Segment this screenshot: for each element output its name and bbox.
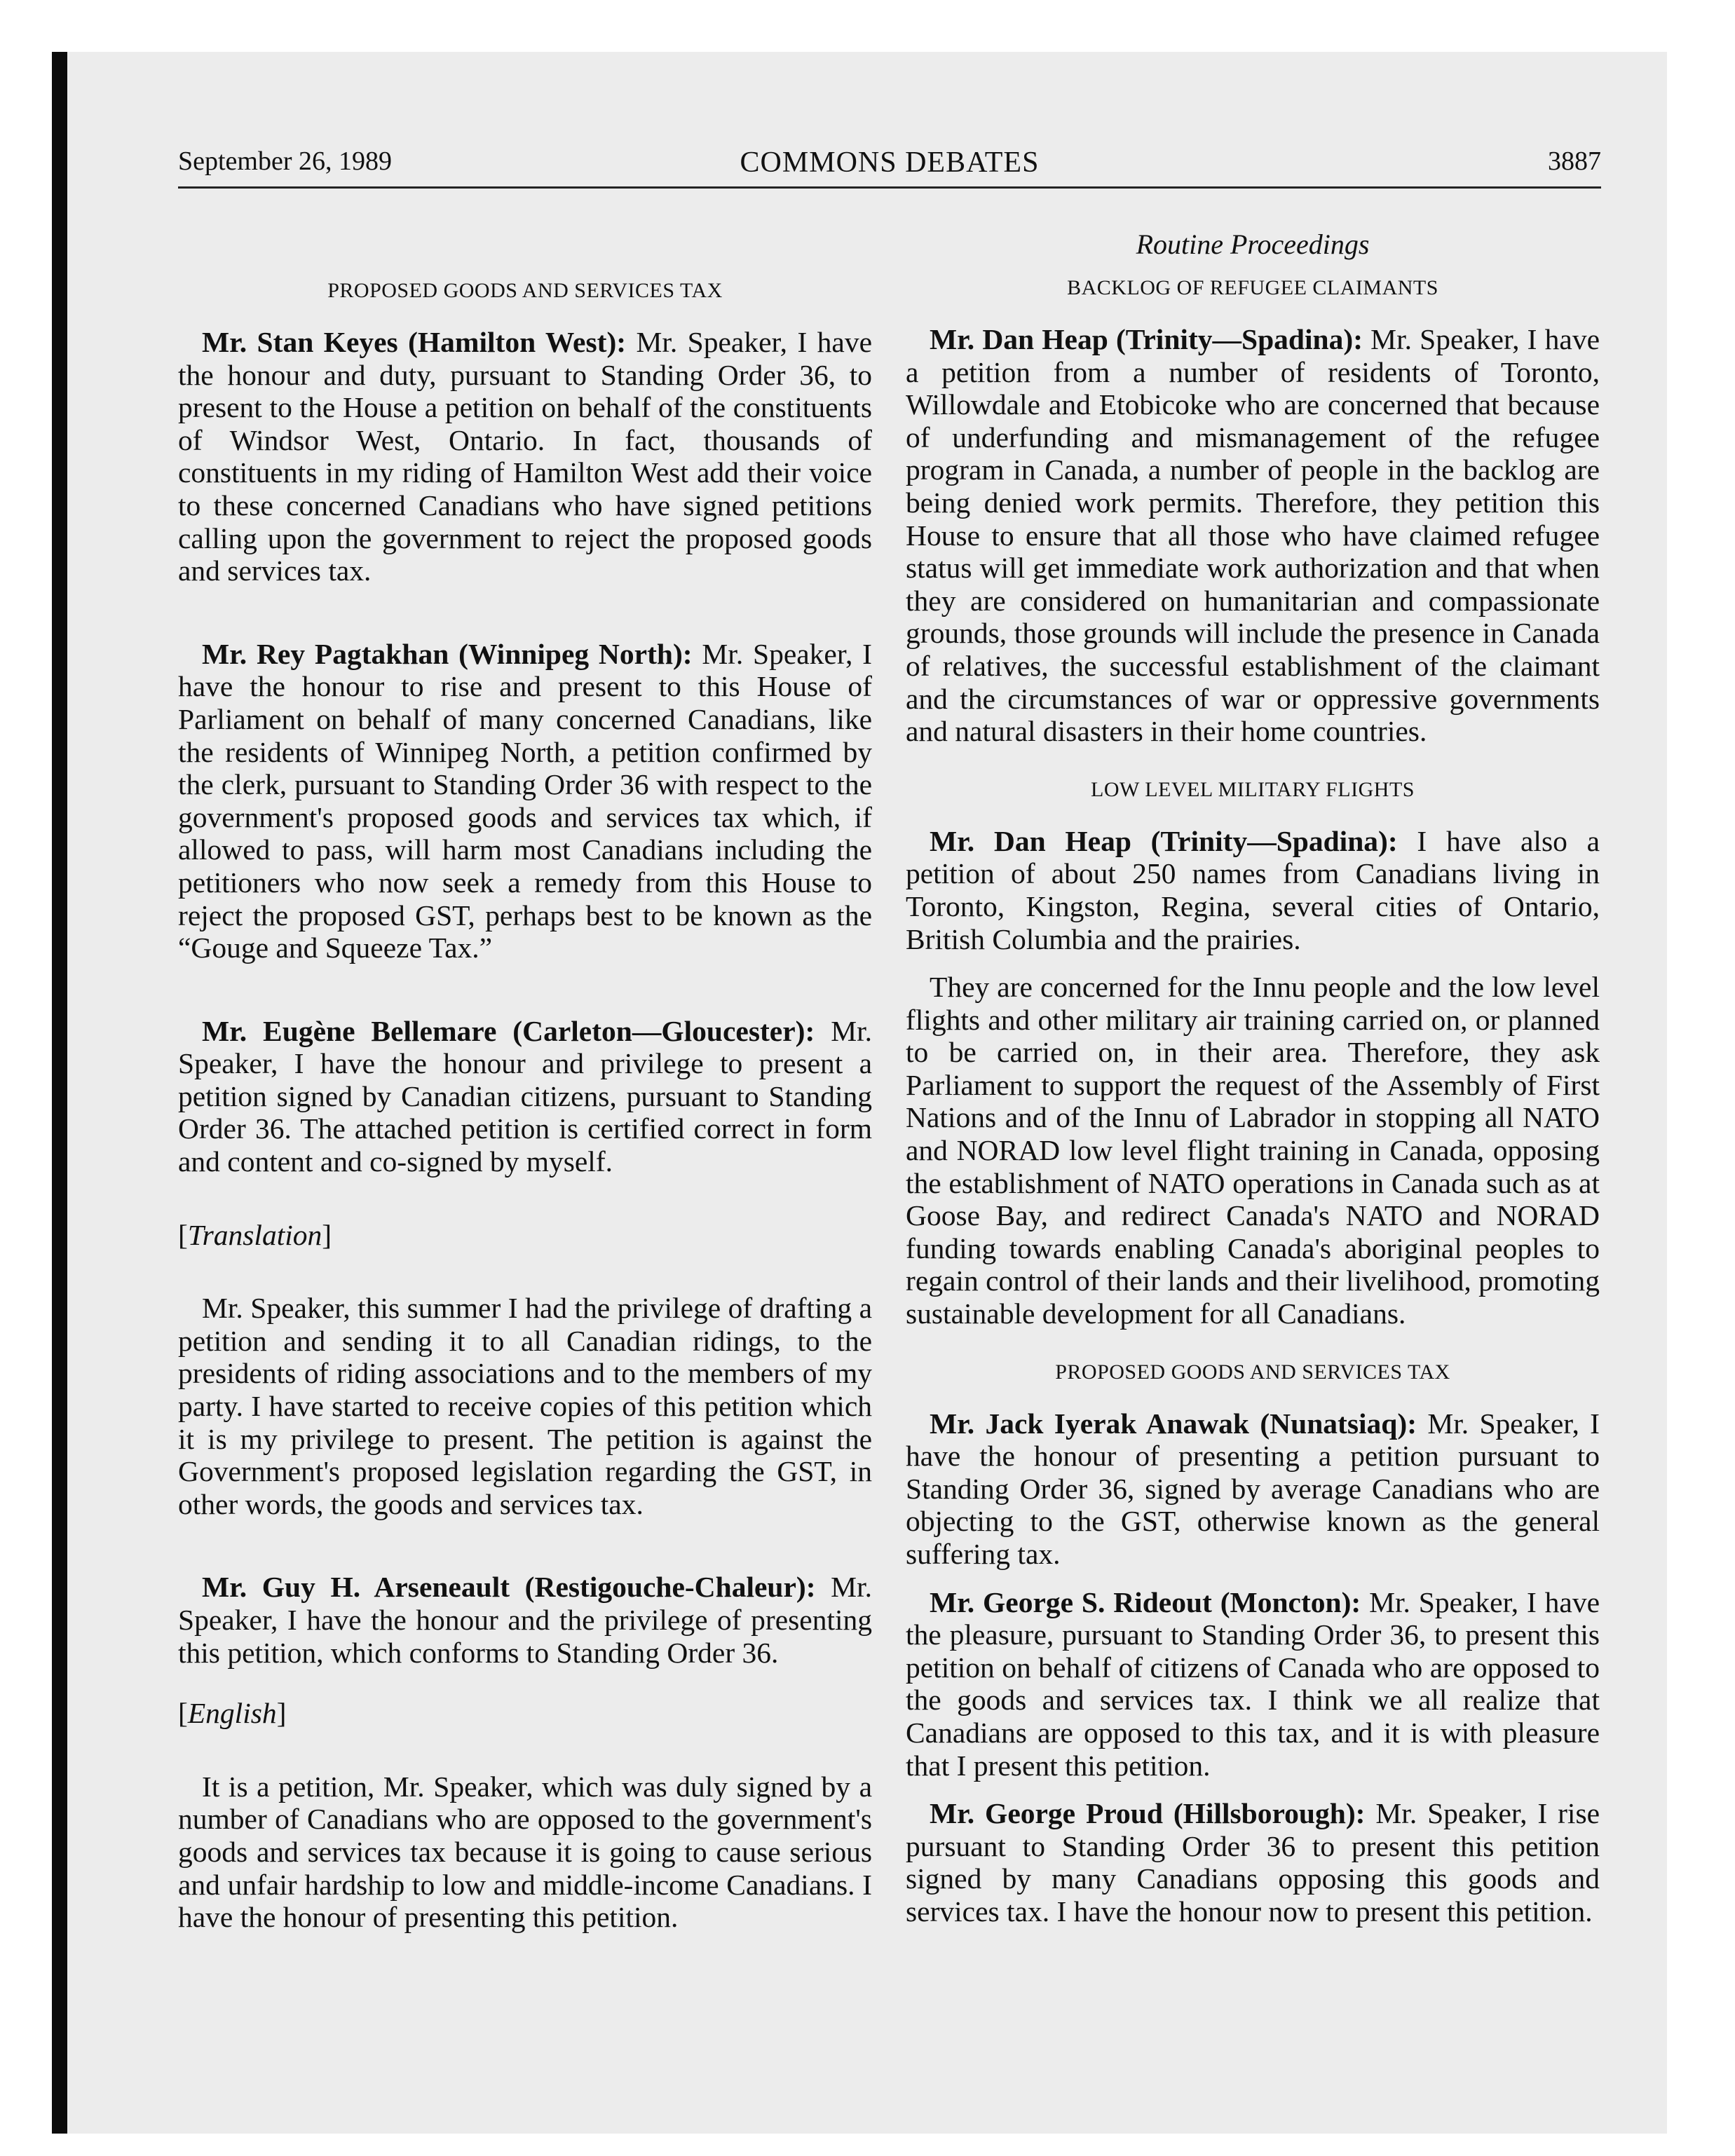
scan-left-border: [52, 52, 67, 2134]
speech-text: Mr. Speaker, I rise pursuant to Standing Order 36 to present this petition signed by many Canadians opposing this goods and services tax. I have the honour now to present this petition.: [906, 1797, 1600, 1928]
running-header: [178, 146, 1601, 188]
petition-keyes: [178, 326, 872, 587]
speech-text: Mr. Speaker, I have a petition from a number of residents of Toronto, Willowdale and Etobicoke who are concerned that because of underfunding and mismanagement of the refugee program in Canada, a number of people in the backlog are being denied work permits. Therefore, they petition this House to ensure that all those who have claimed refugee status will get immediate work authorization and that when they are considered on humanitarian and compassionate grounds, those grounds will include the presence in Canada of relatives, the successful establishment of the claimant and the circumstances of war or oppressive governments and natural disasters in their home countries.: [906, 323, 1600, 748]
routine-proceedings-label: Routine Proceedings: [1136, 228, 1370, 260]
speech-text: Mr. Speaker, I have the honour and the privilege of presenting this petition, which conforms to Standing Order 36.: [178, 1571, 872, 1669]
english-marker: [English]: [178, 1697, 287, 1730]
petition-bellemare-translated: [178, 1292, 872, 1520]
speech-text: I have also a petition of about 250 names from Canadians living in Toronto, Kingston, Regina, several cities of Ontario, British Columbia and the prairies.: [906, 824, 1600, 955]
speaker-name: Mr. Rey Pagtakhan (Winnipeg North):: [202, 637, 693, 670]
section-heading-refugee: BACKLOG OF REFUGEE CLAIMANTS: [1067, 276, 1438, 299]
petition-rideout: [906, 1586, 1600, 1782]
speaker-name: Mr. George S. Rideout (Moncton):: [930, 1585, 1361, 1618]
speech-text: It is a petition, Mr. Speaker, which was duly signed by a number of Canadians who are opposed to the government's goods and services tax because it is going to cause serious and unfair hardship to low and middle-income Canadians. I have the honour of presenting this petition.: [178, 1770, 872, 1934]
petition-proud: [906, 1797, 1600, 1928]
section-heading-gst: PROPOSED GOODS AND SERVICES TAX: [327, 279, 723, 302]
section-heading-gst-right: PROPOSED GOODS AND SERVICES TAX: [1055, 1360, 1450, 1384]
petition-bellemare: [178, 1015, 872, 1178]
english-label: English: [187, 1697, 277, 1730]
header-page-number: 3887: [1548, 146, 1601, 176]
petition-arseneault-english: [178, 1770, 872, 1934]
petition-arseneault: [178, 1571, 872, 1669]
section-heading-flights: LOW LEVEL MILITARY FLIGHTS: [1091, 777, 1415, 801]
speech-text: Mr. Speaker, I have the honour and privilege to present a petition signed by Canadian citizens, pursuant to Standing Order 36. The attached petition is certified correct in form and content and co-signed by myself.: [178, 1014, 872, 1178]
speech-text: Mr. Speaker, this summer I had the privilege of drafting a petition and sending it to all Canadian ridings, to the presidents of riding associations and to the members of my party. I have started to receive copies of this petition which it is my privilege to present. The petition is against the Government's proposed legislation regarding the GST, in other words, the goods and services tax.: [178, 1292, 872, 1520]
speech-text: Mr. Speaker, I have the honour of presenting a petition pursuant to Standing Order 36, signed by average Canadians who are objecting to the GST, otherwise known as the general suffering tax.: [906, 1407, 1600, 1570]
header-title: COMMONS DEBATES: [740, 146, 1040, 179]
petition-heap-flights-body: [906, 971, 1600, 1330]
speaker-name: Mr. Guy H. Arseneault (Restigouche-Chaleur):: [202, 1571, 816, 1604]
speaker-name: Mr. Stan Keyes (Hamilton West):: [202, 326, 627, 358]
speech-text: Mr. Speaker, I have the honour and duty, pursuant to Standing Order 36, to present to the House a petition on behalf of the constituents of Windsor West, Ontario. In fact, thousands of constituents in my riding of Hamilton West add their voice to these concerned Canadians who have signed petitions calling upon the government to reject the proposed goods and services tax.: [178, 326, 872, 587]
left-column: [178, 277, 872, 1934]
speech-text: Mr. Speaker, I have the pleasure, pursuant to Standing Order 36, to present this petition on behalf of citizens of Canada who are opposed to the goods and services tax. I think we all realize that Canadians are opposed to this tax, and it is with pleasure that I present this petition.: [906, 1585, 1600, 1782]
speaker-name: Mr. Dan Heap (Trinity—Spadina):: [930, 323, 1363, 355]
translation-label: Translation: [187, 1218, 322, 1251]
speaker-name: Mr. Jack Iyerak Anawak (Nunatsiaq):: [930, 1407, 1417, 1440]
petition-anawak: [906, 1407, 1600, 1571]
speech-text: They are concerned for the Innu people and the low level flights and other military air training carried on, or planned to be carried on, in their area. Therefore, they ask Parliament to support the request of the Assembly of First Nations and of the Innu of Labrador in stopping all NATO and NORAD low level flight training in Canada, opposing the establishment of NATO operations in Canada such as at Goose Bay, and redirect Canada's NATO and NORAD funding towards enabling Canada's aboriginal peoples to regain control of their lands and their livelihood, promoting sustainable development for all Canadians.: [906, 971, 1600, 1330]
speech-text: Mr. Speaker, I have the honour to rise and present to this House of Parliament on behalf of many concerned Canadians, like the residents of Winnipeg North, a petition confirmed by the clerk, pursuant to Standing Order 36 with respect to the government's proposed goods and services tax which, if allowed to pass, will harm most Canadians including the petitioners who now seek a remedy from this House to reject the proposed GST, perhaps best to be known as the “Gouge and Squeeze Tax.”: [178, 637, 872, 964]
header-date: September 26, 1989: [178, 146, 393, 176]
right-column: [906, 228, 1600, 1928]
header-rule: [178, 186, 1601, 189]
petition-pagtakhan: [178, 638, 872, 964]
speaker-name: Mr. George Proud (Hillsborough):: [930, 1797, 1366, 1830]
speaker-name: Mr. Eugène Bellemare (Carleton—Gloucester):: [202, 1014, 815, 1047]
petition-heap-refugee: [906, 323, 1600, 748]
speaker-name: Mr. Dan Heap (Trinity—Spadina):: [930, 824, 1398, 857]
translation-marker: [Translation]: [178, 1218, 332, 1251]
petition-heap-flights: [906, 825, 1600, 955]
